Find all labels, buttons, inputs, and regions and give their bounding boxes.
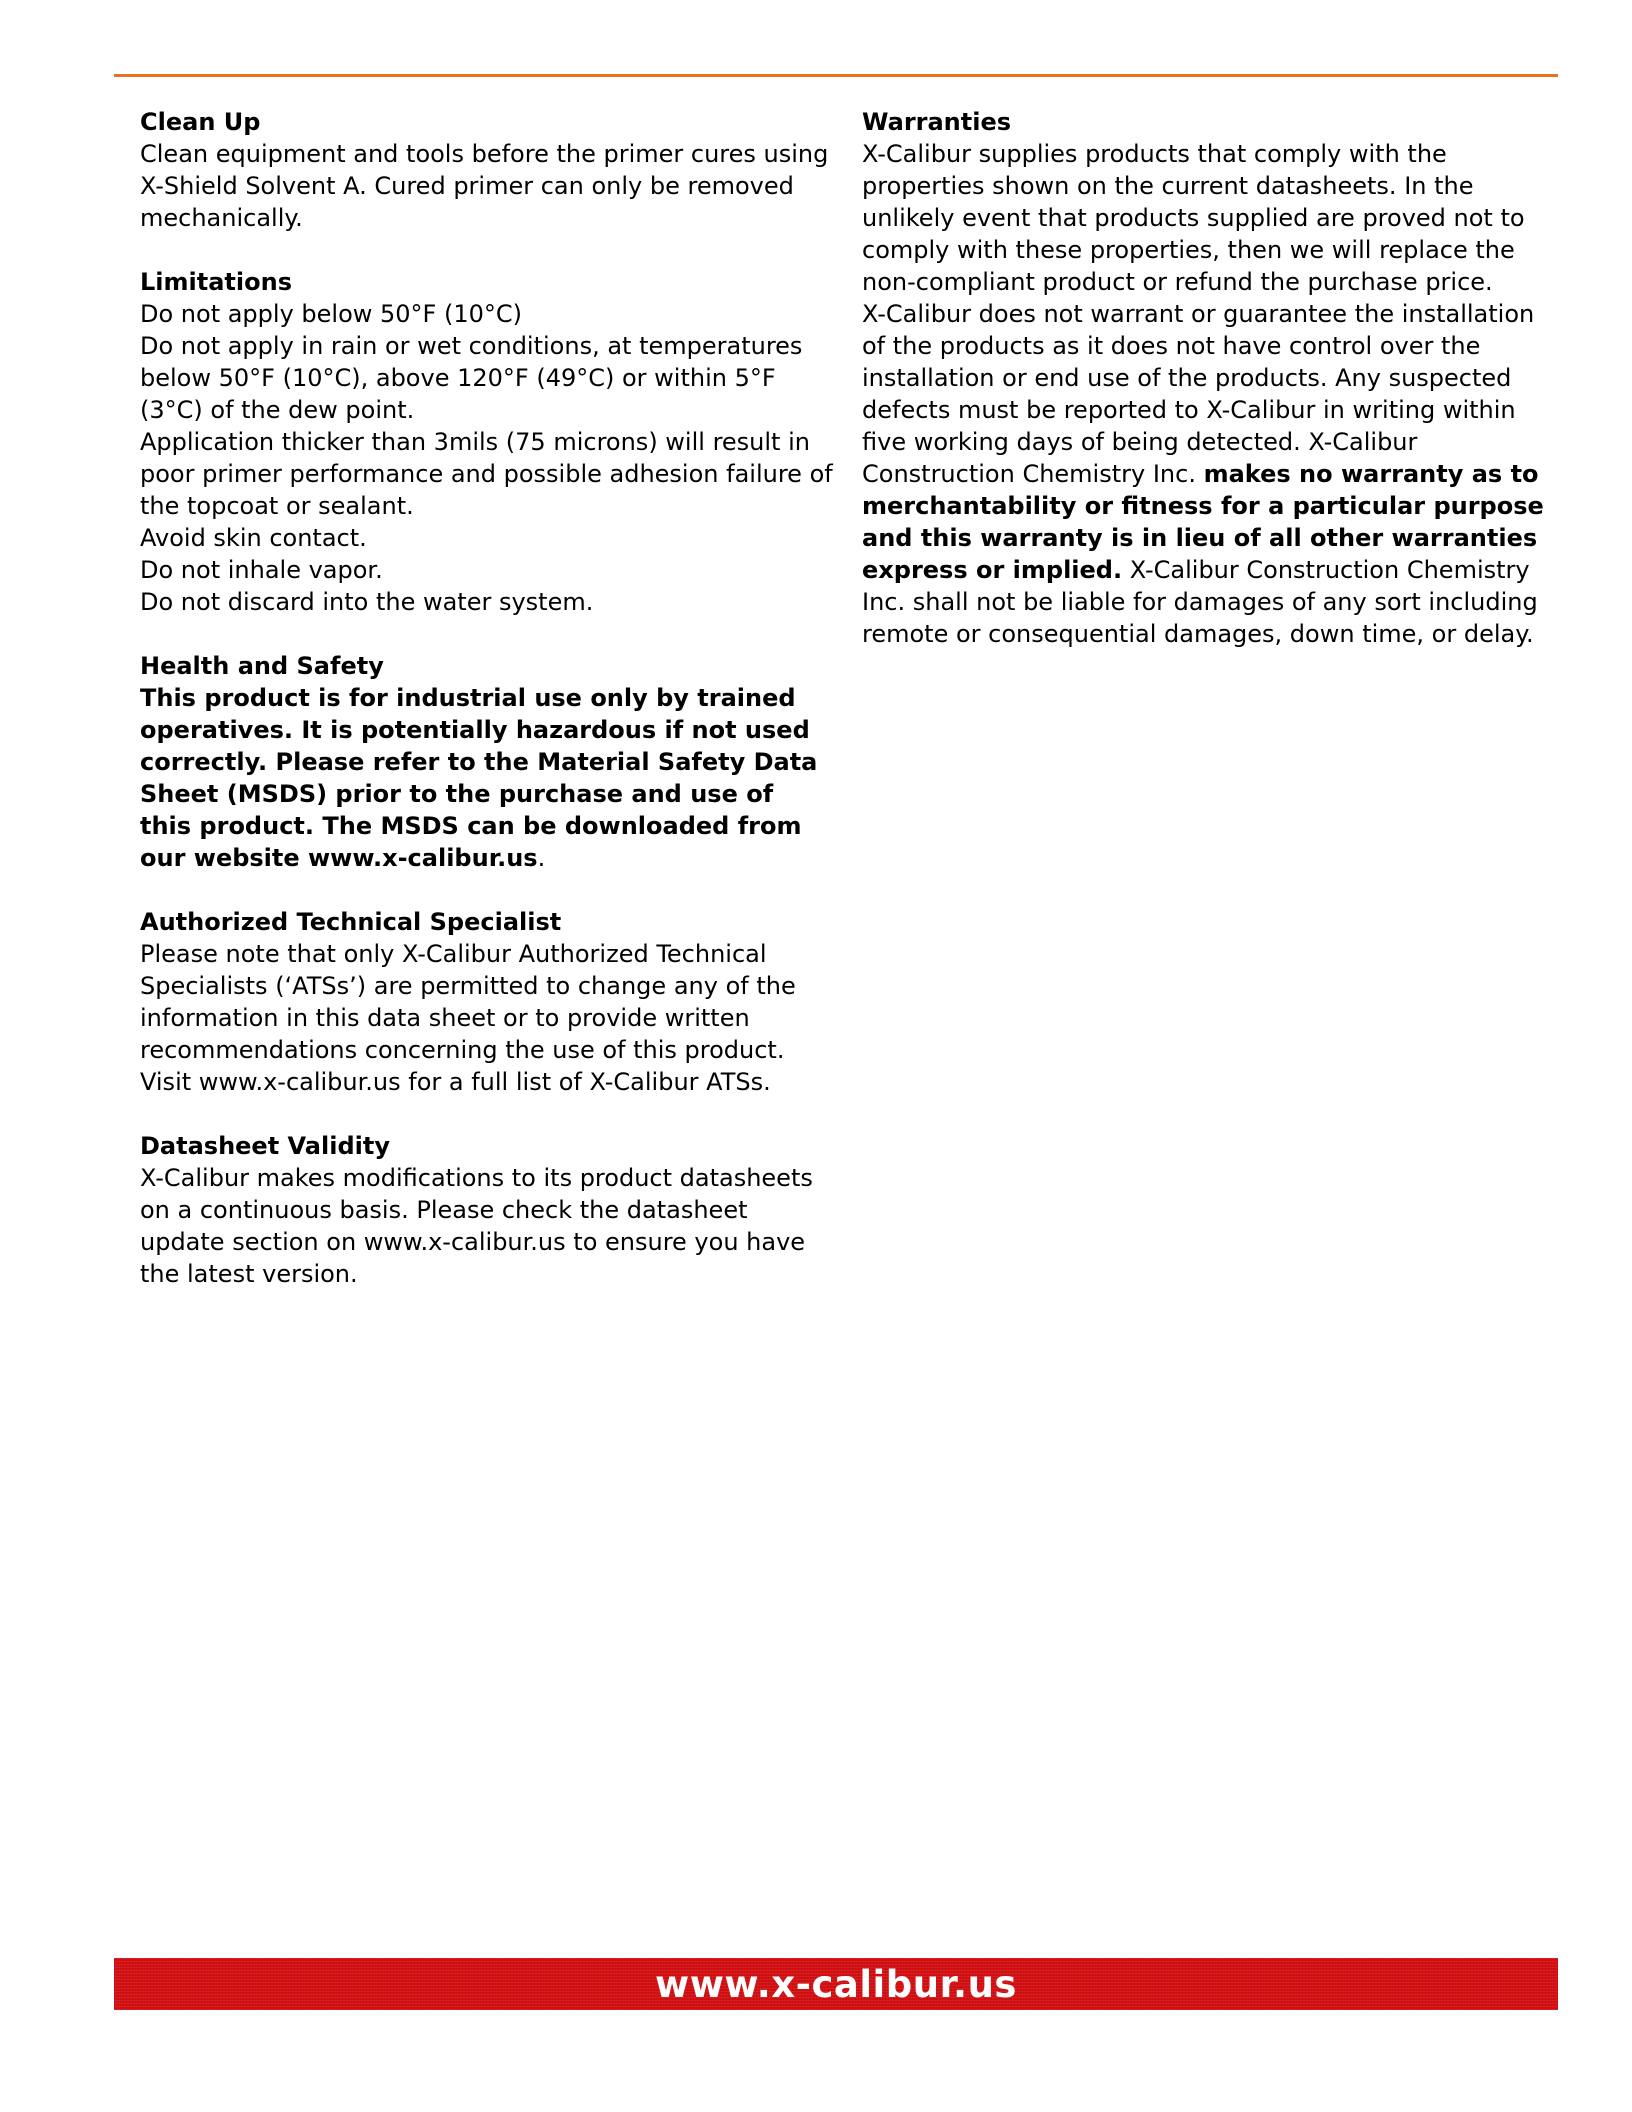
authorized-specialist-line: Please note that only X-Calibur Authorized Technical bbox=[140, 940, 767, 968]
warranties-line: unlikely event that products supplied are proved not to bbox=[862, 204, 1525, 232]
limitations-line: the topcoat or sealant. bbox=[140, 492, 414, 520]
health-safety-line: This product is for industrial use only by trained bbox=[140, 684, 796, 712]
warranties-line: properties shown on the current datasheets. In the bbox=[862, 172, 1474, 200]
left-column bbox=[140, 106, 833, 1322]
warranties-heading: Warranties bbox=[862, 108, 1012, 136]
section-health-safety bbox=[140, 650, 820, 874]
section-limitations bbox=[140, 266, 833, 618]
warranties-line: defects must be reported to X-Calibur in writing within bbox=[862, 396, 1516, 424]
footer-website-url: www.x-calibur.us bbox=[655, 1962, 1017, 2006]
warranties-line-text: Construction Chemistry Inc. bbox=[862, 460, 1204, 488]
warranties-line: comply with these properties, then we will replace the bbox=[862, 236, 1515, 264]
section-authorized-specialist bbox=[140, 906, 820, 1098]
warranties-line bbox=[862, 458, 1552, 490]
warranty-disclaimer-line: merchantability or fitness for a particular purpose bbox=[862, 492, 1544, 520]
clean-up-line: X-Shield Solvent A. Cured primer can only be removed bbox=[140, 172, 794, 200]
warranties-line: X-Calibur does not warrant or guarantee the installation bbox=[862, 300, 1535, 328]
warranties-line: installation or end use of the products. Any suspected bbox=[862, 364, 1512, 392]
top-rule bbox=[114, 74, 1558, 77]
section-clean-up bbox=[140, 106, 829, 234]
limitations-line: Do not apply in rain or wet conditions, at temperatures bbox=[140, 332, 803, 360]
warranties-line-text: X-Calibur Construction Chemistry bbox=[1122, 556, 1530, 584]
warranties-line bbox=[862, 554, 1552, 586]
clean-up-line: mechanically. bbox=[140, 204, 303, 232]
limitations-line: poor primer performance and possible adhesion failure of bbox=[140, 460, 833, 488]
limitations-line: Do not apply below 50°F (10°C) bbox=[140, 300, 523, 328]
right-column bbox=[862, 106, 1552, 682]
section-warranties bbox=[862, 106, 1552, 650]
warranties-line: Inc. shall not be liable for damages of any sort including bbox=[862, 588, 1538, 616]
authorized-specialist-line: Visit www.x-calibur.us for a full list of X-Calibur ATSs. bbox=[140, 1068, 771, 1096]
authorized-specialist-heading: Authorized Technical Specialist bbox=[140, 908, 562, 936]
datasheet-validity-line: update section on www.x-calibur.us to ensure you have bbox=[140, 1228, 806, 1256]
datasheet-validity-heading: Datasheet Validity bbox=[140, 1132, 390, 1160]
health-safety-line: this product. The MSDS can be downloaded from bbox=[140, 812, 802, 840]
authorized-specialist-line: recommendations concerning the use of this product. bbox=[140, 1036, 785, 1064]
datasheet-validity-line: X-Calibur makes modifications to its product datasheets bbox=[140, 1164, 813, 1192]
footer-bar bbox=[114, 1958, 1558, 2010]
health-safety-line: correctly. Please refer to the Material Safety Data bbox=[140, 748, 818, 776]
warranty-disclaimer-line: and this warranty is in lieu of all other warranties bbox=[862, 524, 1538, 552]
warranty-disclaimer-text: makes no warranty as to bbox=[1203, 460, 1539, 488]
clean-up-heading: Clean Up bbox=[140, 108, 261, 136]
limitations-line: Application thicker than 3mils (75 microns) will result in bbox=[140, 428, 810, 456]
datasheet-validity-line: on a continuous basis. Please check the datasheet bbox=[140, 1196, 748, 1224]
authorized-specialist-line: Specialists (‘ATSs’) are permitted to change any of the bbox=[140, 972, 796, 1000]
warranties-line: non-compliant product or refund the purchase price. bbox=[862, 268, 1493, 296]
health-safety-line: Sheet (MSDS) prior to the purchase and use of bbox=[140, 780, 774, 808]
warranties-line: X-Calibur supplies products that comply with the bbox=[862, 140, 1447, 168]
warranty-disclaimer-text: express or implied. bbox=[862, 556, 1123, 584]
datasheet-validity-line: the latest version. bbox=[140, 1260, 358, 1288]
authorized-specialist-line: information in this data sheet or to provide written bbox=[140, 1004, 750, 1032]
warranties-line: remote or consequential damages, down time, or delay. bbox=[862, 620, 1534, 648]
health-safety-period: . bbox=[537, 844, 546, 872]
clean-up-line: Clean equipment and tools before the primer cures using bbox=[140, 140, 829, 168]
warranties-line: five working days of being detected. X-Calibur bbox=[862, 428, 1418, 456]
health-safety-last-line bbox=[140, 842, 820, 874]
msds-website-text: our website www.x-calibur.us bbox=[140, 844, 538, 872]
health-safety-line: operatives. It is potentially hazardous if not used bbox=[140, 716, 810, 744]
limitations-line: Do not discard into the water system. bbox=[140, 588, 594, 616]
limitations-line: Avoid skin contact. bbox=[140, 524, 367, 552]
health-safety-heading: Health and Safety bbox=[140, 652, 384, 680]
limitations-line: Do not inhale vapor. bbox=[140, 556, 383, 584]
limitations-line: (3°C) of the dew point. bbox=[140, 396, 415, 424]
limitations-heading: Limitations bbox=[140, 268, 292, 296]
section-datasheet-validity bbox=[140, 1130, 820, 1290]
limitations-line: below 50°F (10°C), above 120°F (49°C) or within 5°F bbox=[140, 364, 776, 392]
warranties-line: of the products as it does not have control over the bbox=[862, 332, 1481, 360]
